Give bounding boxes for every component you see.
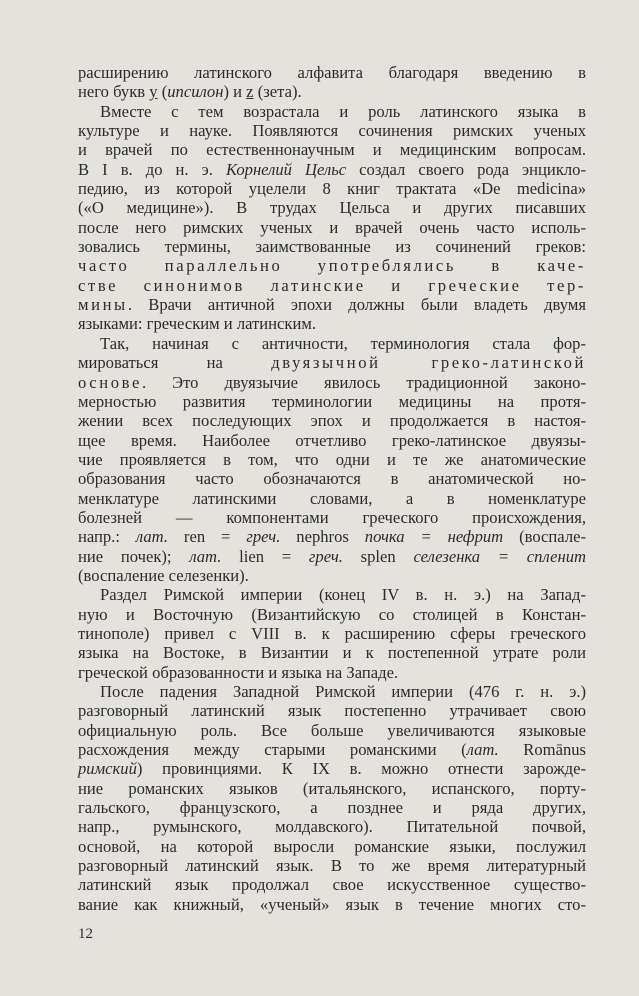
text-line xyxy=(78,527,586,546)
text-line xyxy=(78,547,586,566)
text-run: разговорный латинский язык. В то же время литературный xyxy=(78,856,586,876)
text-line xyxy=(78,817,586,836)
text-run: мироваться на xyxy=(78,353,272,373)
text-run: ние почек); xyxy=(78,546,190,566)
text-run: В I в. до н. э. xyxy=(78,159,226,179)
italic-text: греч. xyxy=(246,527,281,547)
text-run: официальную роль. Все больше увеличиваются языковые xyxy=(78,720,586,740)
text-run: После падения Западной Римской империи (476 г. н. э.) xyxy=(100,682,586,701)
text-run: ную и Восточную (Византийскую со столицей в Констан- xyxy=(78,604,586,624)
text-line xyxy=(78,218,586,237)
text-run: z xyxy=(246,82,254,102)
text-run: Раздел Римской империи (конец IV в. н. э.) на Запад- xyxy=(100,585,586,605)
text-line xyxy=(78,624,586,643)
text-line xyxy=(78,701,586,720)
text-run: Вместе с тем возрастала и роль латинского языка в xyxy=(100,101,586,121)
text-run: гальского, французского, а позднее и ряда других, xyxy=(78,798,586,818)
text-run: nephros xyxy=(280,527,365,547)
text-run: . Врачи античной эпохи должны были владеть двумя xyxy=(127,295,586,315)
text-line xyxy=(78,856,586,875)
text-run: языка на Востоке, в Византии и к постепенной утрате роли xyxy=(78,643,586,663)
text-run: ) провинциями. К IX в. можно отнести зарожде- xyxy=(136,759,586,779)
text-line xyxy=(78,276,586,295)
text-run: напр.: xyxy=(78,527,136,547)
text-line xyxy=(78,450,586,469)
spaced-emphasis-text: мины xyxy=(78,295,128,315)
text-run: (воспаление селезенки). xyxy=(78,565,249,585)
spaced-emphasis-text: часто параллельно употреблялись в каче- xyxy=(78,256,586,276)
text-run: создал своего рода энцикло- xyxy=(346,159,586,179)
text-line xyxy=(78,198,586,217)
text-run: греческой образованности и языка на Западе. xyxy=(78,662,399,682)
text-line xyxy=(78,140,586,159)
text-run: образования часто обозначаются в анатомической но- xyxy=(78,469,586,489)
text-run: (зета). xyxy=(253,82,302,102)
text-run: ние романских языков (итальянского, испанского, порту- xyxy=(78,778,586,798)
text-line xyxy=(78,295,586,314)
text-line xyxy=(78,585,586,604)
text-line xyxy=(78,837,586,856)
text-run: разговорный латинский язык постепенно утрачивает свою xyxy=(78,701,586,721)
text-line xyxy=(78,373,586,392)
text-line xyxy=(78,643,586,662)
text-line xyxy=(78,469,586,488)
text-line xyxy=(78,102,586,121)
text-run: y xyxy=(149,82,158,102)
spaced-emphasis-text: основе xyxy=(78,372,142,392)
text-run: чие проявляется в том, что одни и те же анатомические xyxy=(78,449,586,469)
italic-text: греч. xyxy=(308,546,343,566)
italic-text: Корнелий Цельс xyxy=(225,159,347,179)
text-run: зовались термины, заимствованные из сочинений греков: xyxy=(78,237,586,257)
text-line xyxy=(78,759,586,778)
text-line xyxy=(78,740,586,759)
spaced-emphasis-text: двуязычной греко-латинской xyxy=(271,353,586,373)
text-run: болезней — компонентами греческого происхождения, xyxy=(78,507,586,527)
text-run: после него римских ученых и врачей очень часто исполь- xyxy=(78,217,586,237)
text-line xyxy=(78,353,586,372)
text-run: ) и xyxy=(223,82,247,102)
page-number: 12 xyxy=(78,926,93,942)
text-line xyxy=(78,895,586,914)
text-run: Romānus xyxy=(498,740,586,760)
text-run: . Это двуязычие явилось традиционной законо- xyxy=(141,372,586,392)
text-line xyxy=(78,334,586,353)
text-line xyxy=(78,121,586,140)
text-run: щее время. Наиболее отчетливо греко-латинское двуязы- xyxy=(78,430,586,450)
text-run: менклатуре латинскими словами, а в номенклатуре xyxy=(78,488,586,508)
spaced-emphasis-text: стве синонимов латинские и греческие тер- xyxy=(78,275,586,295)
text-line xyxy=(78,314,586,333)
text-run: вание как книжный, «ученый» язык в течение многих сто- xyxy=(78,894,586,914)
text-run: ren = xyxy=(167,527,247,547)
text-run: педию, из которой уцелели 8 книг трактата «De medicina» xyxy=(78,179,586,199)
text-line xyxy=(78,798,586,817)
text-run: культуре и науке. Появляются сочинения римских ученых xyxy=(78,121,586,141)
text-line xyxy=(78,63,586,82)
text-run: мерностью развития терминологии медицины на протя- xyxy=(78,391,586,411)
text-line xyxy=(78,160,586,179)
text-line xyxy=(78,663,586,682)
text-line xyxy=(78,237,586,256)
italic-text: почка = нефрит xyxy=(364,527,504,547)
italic-text: ипсилон xyxy=(167,82,224,102)
italic-text: лат. xyxy=(466,740,499,760)
text-run: Так, начиная с античности, терминология стала фор- xyxy=(100,333,586,353)
text-run: ( xyxy=(157,82,168,102)
text-run: языками: греческим и латинским. xyxy=(78,314,317,334)
text-run: него букв xyxy=(78,82,150,102)
text-run: (воспале- xyxy=(503,527,586,547)
text-line xyxy=(78,431,586,450)
text-line xyxy=(78,605,586,624)
italic-text: римский xyxy=(78,759,137,779)
text-line xyxy=(78,256,586,275)
text-line xyxy=(78,779,586,798)
text-line xyxy=(78,566,586,585)
text-line xyxy=(78,508,586,527)
text-line xyxy=(78,682,586,701)
text-line xyxy=(78,179,586,198)
text-run: основой, на которой выросли романские языки, послужил xyxy=(78,836,586,856)
text-run: тинополе) привел с VIII в. к расширению сферы греческого xyxy=(78,623,586,643)
text-line xyxy=(78,392,586,411)
text-line xyxy=(78,411,586,430)
text-line xyxy=(78,721,586,740)
text-run: splen xyxy=(342,546,414,566)
text-line xyxy=(78,82,586,101)
text-run: и врачей по естественнонаучным и медицинским вопросам. xyxy=(78,140,586,160)
text-run: расхождения между старыми романскими ( xyxy=(78,740,467,760)
text-run: напр., румынского, молдавского). Питательной почвой, xyxy=(78,817,586,837)
italic-text: лат. xyxy=(135,527,168,547)
text-run: жении всех последующих эпох и продолжается в настоя- xyxy=(78,411,586,431)
page-body-text xyxy=(78,63,586,914)
text-line xyxy=(78,875,586,894)
text-line xyxy=(78,489,586,508)
text-run: lien = xyxy=(221,546,309,566)
text-run: латинский язык продолжал свое искусственное существо- xyxy=(78,875,586,895)
italic-text: селезенка = спленит xyxy=(413,546,586,566)
text-run: («О медицине»). В трудах Цельса и других писавших xyxy=(78,198,586,218)
text-run: расширению латинского алфавита благодаря введению в xyxy=(78,63,586,82)
italic-text: лат. xyxy=(189,546,222,566)
